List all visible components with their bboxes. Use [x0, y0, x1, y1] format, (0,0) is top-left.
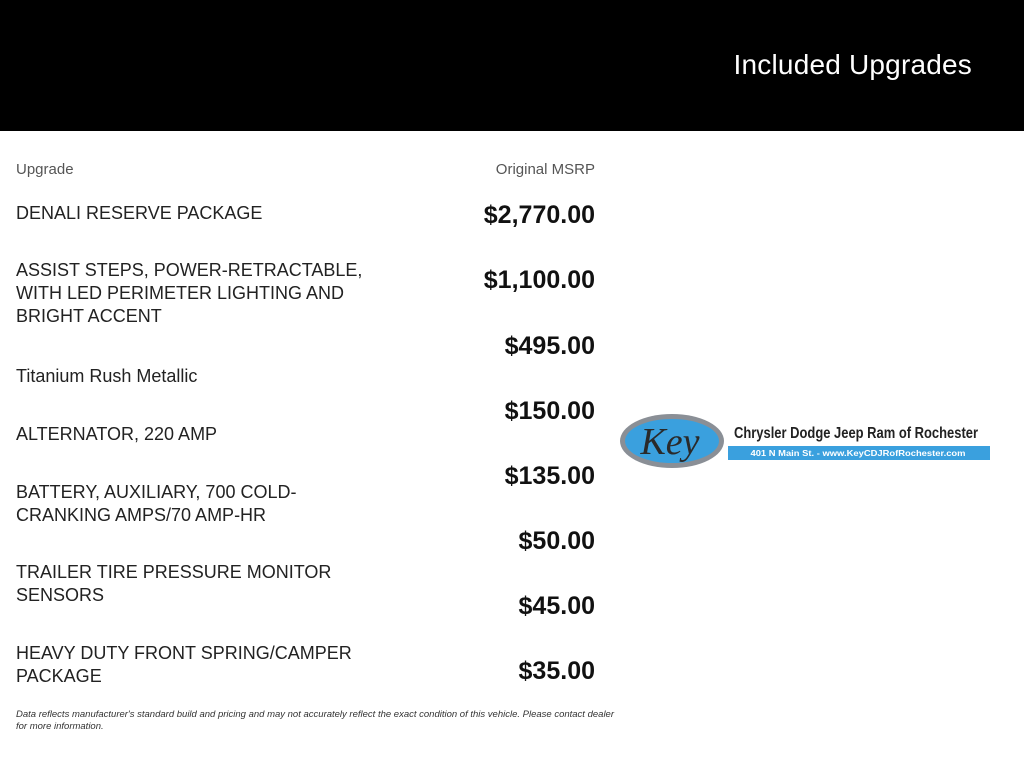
upgrade-name: BATTERY, AUXILIARY, 700 COLD-CRANKING AMPS/70 AMP-HR	[16, 482, 297, 525]
page-title: Included Upgrades	[733, 49, 972, 80]
upgrade-price: $50.00	[518, 527, 595, 555]
column-header-upgrade: Upgrade	[16, 161, 74, 178]
upgrade-price: $35.00	[518, 657, 595, 685]
upgrade-price: $135.00	[504, 462, 595, 490]
upgrade-name: HEAVY DUTY FRONT SPRING/CAMPER PACKAGE	[16, 643, 352, 686]
upgrade-price: $45.00	[518, 592, 595, 620]
upgrade-price: $2,770.00	[483, 201, 595, 229]
disclaimer-text: Data reflects manufacturer's standard build and pricing and may not accurately reflect the exact condition of this vehicle. Please contact dealer for more information.	[16, 709, 614, 732]
upgrade-name: Titanium Rush Metallic	[16, 366, 198, 386]
dealer-logo	[620, 412, 992, 470]
logo-key-text: Key	[640, 421, 700, 463]
upgrade-name: DENALI RESERVE PACKAGE	[16, 203, 263, 223]
header-bar	[0, 0, 1024, 131]
dealer-name: Chrysler Dodge Jeep Ram of Rochester	[734, 425, 978, 442]
upgrade-name: TRAILER TIRE PRESSURE MONITOR SENSORS	[16, 562, 332, 605]
upgrade-price: $150.00	[504, 397, 595, 425]
upgrade-name: ALTERNATOR, 220 AMP	[16, 424, 218, 444]
column-header-msrp: Original MSRP	[495, 161, 595, 178]
dealer-address: 401 N Main St. - www.KeyCDJRofRochester.com	[750, 449, 966, 458]
upgrade-name: ASSIST STEPS, POWER-RETRACTABLE, WITH LED PERIMETER LIGHTING AND BRIGHT ACCENT	[16, 260, 363, 326]
upgrade-price: $1,100.00	[483, 266, 595, 294]
upgrade-price: $495.00	[504, 332, 595, 360]
